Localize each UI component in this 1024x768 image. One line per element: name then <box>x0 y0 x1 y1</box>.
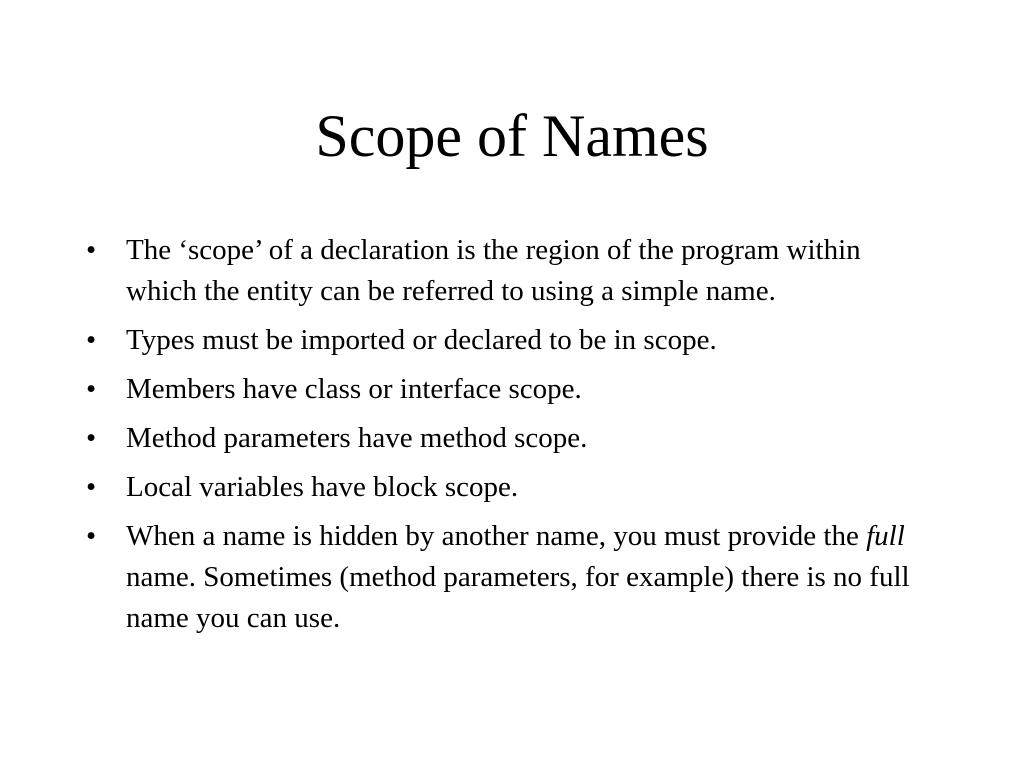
bullet-icon: • <box>86 234 97 266</box>
bullet-list <box>86 230 936 647</box>
bullet-item-types <box>86 320 936 361</box>
bullet-item-scope-definition <box>86 230 936 312</box>
bullet-text: Members have class or interface scope. <box>126 373 582 405</box>
bullet-item-method-parameters <box>86 418 936 459</box>
bullet-item-members <box>86 369 936 410</box>
bullet-text-emphasis: full <box>866 520 905 552</box>
bullet-text-after: name. Sometimes (method parameters, for example) there is no full name you can use. <box>126 561 910 634</box>
bullet-icon: • <box>86 471 97 503</box>
bullet-text-before: When a name is hidden by another name, you must provide the <box>126 520 867 552</box>
bullet-text: Method parameters have method scope. <box>126 422 588 454</box>
bullet-text: Types must be imported or declared to be in scope. <box>126 324 717 356</box>
bullet-text: The ‘scope’ of a declaration is the region of the program within which the entity can be referred to using a simple name. <box>126 234 861 307</box>
slide-title: Scope of Names <box>315 103 709 169</box>
bullet-item-local-variables <box>86 467 936 508</box>
bullet-item-hidden-names <box>86 516 936 639</box>
bullet-text <box>126 520 910 634</box>
bullet-icon: • <box>86 373 97 405</box>
bullet-icon: • <box>86 422 97 454</box>
bullet-text: Local variables have block scope. <box>126 471 519 503</box>
bullet-icon: • <box>86 520 97 552</box>
bullet-icon: • <box>86 324 97 356</box>
